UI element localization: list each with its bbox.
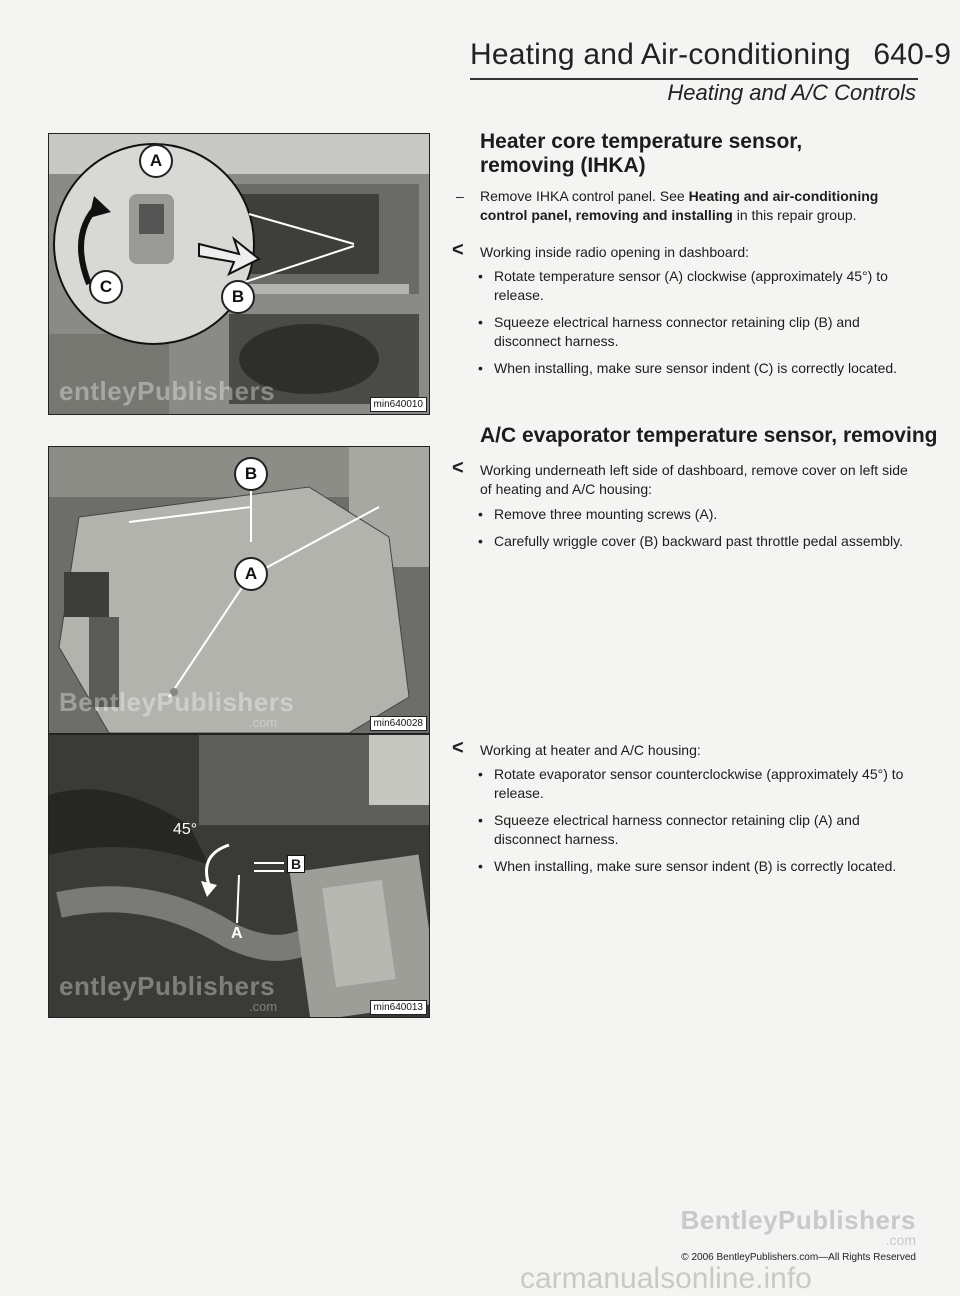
callout-b: B xyxy=(221,280,255,314)
copyright-notice: © 2006 BentleyPublishers.com—All Rights Reserved xyxy=(681,1252,916,1263)
publisher-watermark: BentleyPublishers xyxy=(59,687,295,717)
figure-1-photo xyxy=(48,133,430,415)
dash-marker: – xyxy=(456,188,464,204)
list-item: • Squeeze electrical harness connector retaining clip (A) and disconnect harness. xyxy=(478,811,918,849)
publisher-watermark-com: .com xyxy=(249,999,278,1014)
section-1-bullets xyxy=(478,267,918,386)
section-3-bullets xyxy=(478,765,918,884)
publisher-logo xyxy=(681,1205,916,1248)
intro-text: Working inside radio opening in dashboard: xyxy=(480,244,750,260)
publisher-brand: BentleyPublishers xyxy=(680,1205,916,1235)
callout-b: B xyxy=(234,457,268,491)
angle-label: 45° xyxy=(173,821,198,838)
list-item: • Rotate temperature sensor (A) clockwise (approximately 45°) to release. xyxy=(478,267,918,305)
step-remove-panel xyxy=(456,187,916,225)
intro-text: Working at heater and A/C housing: xyxy=(480,742,701,758)
figure-2-photo xyxy=(48,446,430,734)
list-item: • Carefully wriggle cover (B) backward past throttle pedal assembly. xyxy=(478,532,918,551)
intro-text: Working underneath left side of dashboard, remove cover on left side of heating and A/C housing: xyxy=(480,462,908,497)
page-header-title xyxy=(470,38,951,72)
section-2-intro xyxy=(452,457,912,499)
section-subtitle: Heating and A/C Controls xyxy=(667,80,916,105)
list-item: • Squeeze electrical harness connector retaining clip (B) and disconnect harness. xyxy=(478,313,918,351)
callout-b: B xyxy=(287,855,305,873)
arrow-left-icon: < xyxy=(452,457,464,479)
figure-3-photo xyxy=(48,734,430,1018)
figure-code: min640028 xyxy=(370,716,427,731)
page-code: 640-9 xyxy=(873,38,952,71)
publisher-watermark: entleyPublishers xyxy=(59,376,276,406)
arrow-left-icon: < xyxy=(452,239,464,261)
chapter-title: Heating and Air-conditioning xyxy=(470,38,851,71)
list-item: • Rotate evaporator sensor counterclockwise (approximately 45°) to release. xyxy=(478,765,918,803)
callout-a: A xyxy=(231,925,243,942)
section-2-bullets xyxy=(478,505,918,559)
publisher-brand-com: .com xyxy=(885,1232,916,1248)
figure-code: min640013 xyxy=(370,1000,427,1015)
list-item: • When installing, make sure sensor indent (C) is correctly located. xyxy=(478,359,918,378)
callout-c: C xyxy=(89,270,123,304)
callout-a: A xyxy=(139,144,173,178)
step-text: Remove IHKA control panel. See Heating and air-conditioning control panel, removing and installing in this repair group. xyxy=(480,188,879,223)
site-watermark: carmanualsonline.info xyxy=(520,1262,812,1295)
section-2-title: A/C evaporator temperature sensor, removing xyxy=(480,424,938,447)
publisher-watermark: entleyPublishers xyxy=(59,971,276,1001)
section-1-title: Heater core temperature sensor, removing (IHKA) xyxy=(480,130,803,177)
section-1-intro xyxy=(452,239,912,262)
figure-code: min640010 xyxy=(370,397,427,412)
list-item: • When installing, make sure sensor indent (B) is correctly located. xyxy=(478,857,918,876)
section-3-intro xyxy=(452,737,912,760)
publisher-watermark-com: .com xyxy=(249,715,278,730)
list-item: • Remove three mounting screws (A). xyxy=(478,505,918,524)
callout-a: A xyxy=(234,557,268,591)
arrow-left-icon: < xyxy=(452,737,464,759)
